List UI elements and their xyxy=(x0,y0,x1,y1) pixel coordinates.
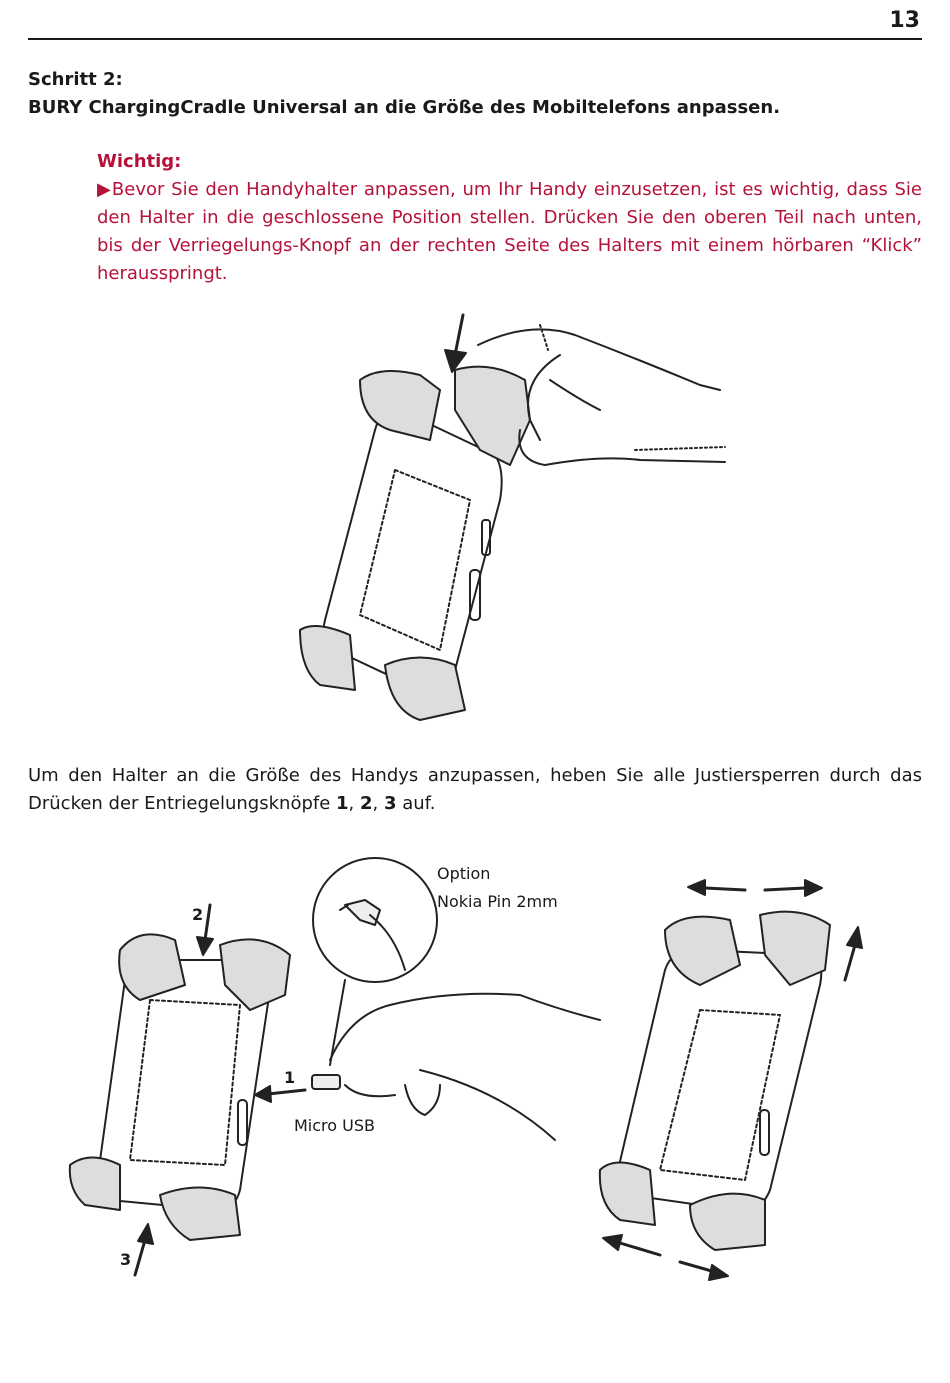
expand-diagonal-arrow-icon xyxy=(620,1243,715,1272)
callout-1: 1 xyxy=(284,1068,296,1087)
release-button-ref-2: 2 xyxy=(360,793,373,814)
triangle-bullet-icon: ▶ xyxy=(97,179,112,200)
page-number: 13 xyxy=(889,8,920,33)
expand-horizontal-arrow-icon xyxy=(705,888,805,890)
expand-up-arrow-icon xyxy=(845,945,855,980)
cradle-bottom-jaw-right xyxy=(690,1194,765,1250)
step-heading-line1: Schritt 2: xyxy=(28,69,123,90)
release-button-ref-1: 1 xyxy=(336,793,349,814)
callout-3: 3 xyxy=(120,1250,132,1269)
nokia-pin-label: Nokia Pin 2mm xyxy=(437,892,558,911)
release-button-ref-3: 3 xyxy=(383,793,397,814)
note-text: Bevor Sie den Handyhalter anpassen, um Ihr Handy einzusetzen, ist es wichtig, dass Sie den Halter in die geschlossene Position stellen. Drücken Sie den oberen Teil nach unten, bis der Verriegelungs-Knopf an der rechten Seite des Halters mit einem hörbaren “Klick” herausspringt. xyxy=(97,179,923,284)
callout-2: 2 xyxy=(192,905,204,924)
adjust-paragraph: Um den Halter an die Größe des Handys anzupassen, heben Sie alle Justiersperren durch das Drücken der Entriegelungsknöpfe 1, 2, 3 auf. xyxy=(28,765,922,814)
step-heading-line2: BURY ChargingCradle Universal an die Größe des Mobiltelefons anpassen. xyxy=(28,97,781,118)
option-label: Option xyxy=(437,864,491,883)
micro-usb-label: Micro USB xyxy=(294,1116,375,1135)
note-title: Wichtig: xyxy=(97,151,182,172)
cradle-bottom-jaw-left xyxy=(600,1163,655,1226)
